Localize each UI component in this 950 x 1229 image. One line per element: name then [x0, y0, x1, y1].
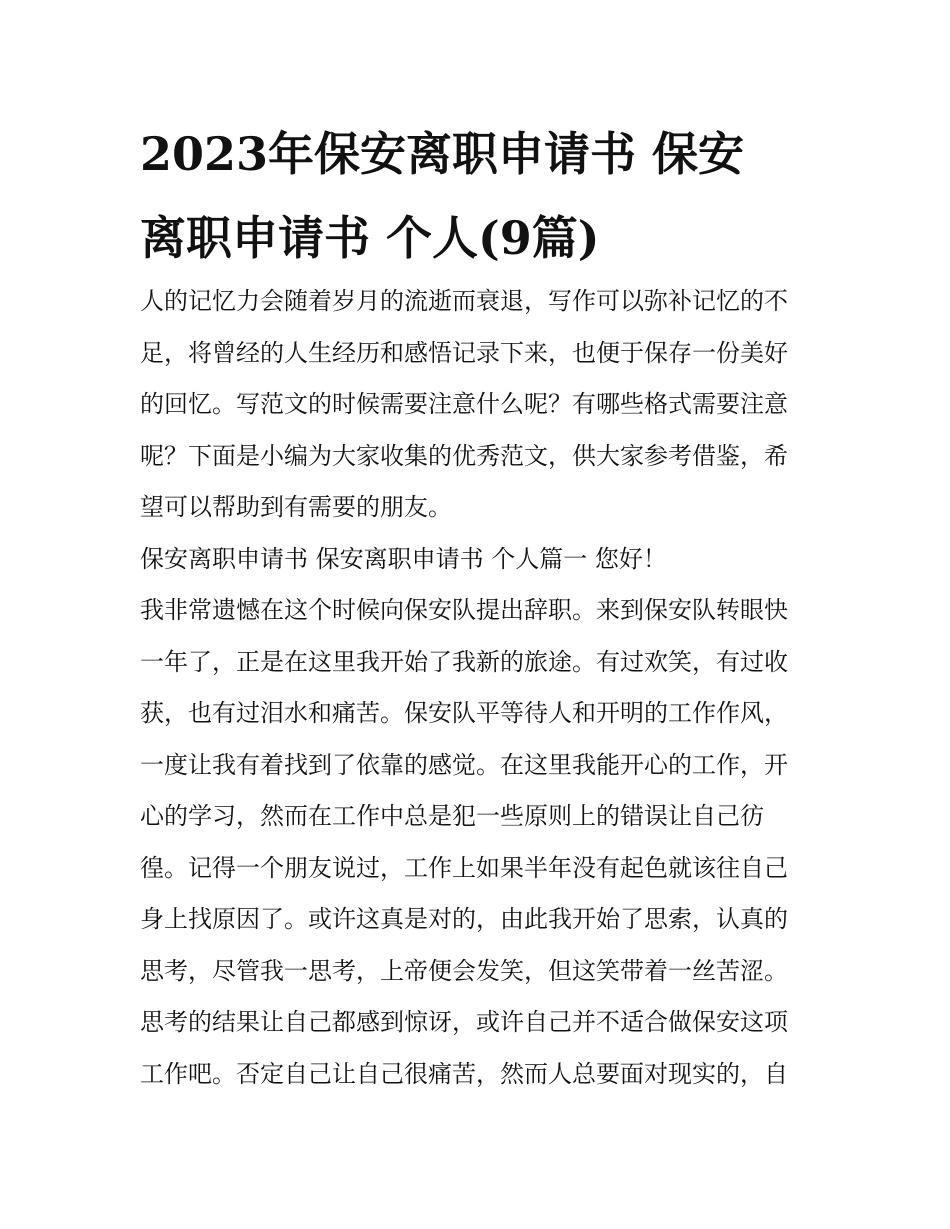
section-heading-line: 保安离职申请书 保安离职申请书 个人篇一 您好！	[140, 544, 667, 573]
text-line: 思考的结果让自己都感到惊讶，或许自己并不适合做保安这项	[140, 1008, 788, 1036]
text-line: 的回忆。写范文的时候需要注意什么呢？有哪些格式需要注意	[140, 390, 788, 418]
text-line: 思考，尽管我一思考，上帝便会发笑，但这笑带着一丝苦涩。	[140, 956, 788, 985]
text-line: 身上找原因了。或许这真是对的，由此我开始了思索，认真的	[140, 905, 788, 933]
text-line: 望可以帮助到有需要的朋友。	[140, 493, 452, 521]
title-line: 离职申请书 个人(9篇)	[140, 211, 600, 265]
text-line: 足，将曾经的人生经历和感悟记录下来，也便于保存一份美好	[140, 338, 788, 367]
text-line: 一年了，正是在这里我开始了我新的旅途。有过欢笑，有过收	[140, 647, 788, 676]
text-line: 一度让我有着找到了依靠的感觉。在这里我能开心的工作，开	[140, 750, 788, 779]
title-line: 2023年保安离职申请书 保安	[140, 127, 745, 181]
text-line: 呢？下面是小编为大家收集的优秀范文，供大家参考借鉴，希	[140, 441, 788, 470]
text-line: 工作吧。否定自己让自己很痛苦，然而人总要面对现实的，自	[140, 1059, 788, 1088]
text-line: 徨。记得一个朋友说过，工作上如果半年没有起色就该往自己	[140, 853, 788, 882]
body-text	[140, 276, 830, 1100]
text-line: 获，也有过泪水和痛苦。保安队平等待人和开明的工作作风，	[140, 699, 788, 727]
text-line: 我非常遗憾在这个时候向保安队提出辞职。来到保安队转眼快	[140, 596, 788, 624]
page-title	[140, 112, 830, 280]
text-line: 人的记忆力会随着岁月的流逝而衰退，写作可以弥补记忆的不	[140, 287, 788, 315]
text-line: 心的学习，然而在工作中总是犯一些原则上的错误让自己彷	[140, 802, 764, 830]
